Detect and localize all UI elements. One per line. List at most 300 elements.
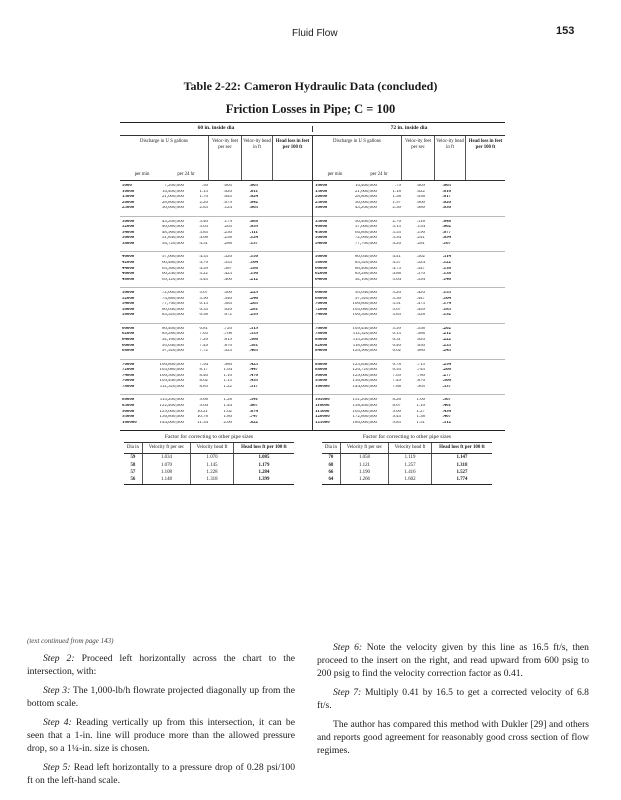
page-number: 153 xyxy=(556,25,575,37)
cell-gpm: 35000 xyxy=(315,219,328,224)
factor-cell: 1.070 xyxy=(142,461,190,468)
factor-cell: 1.318 xyxy=(191,476,234,483)
cell-velocity: 7.94 xyxy=(199,362,208,367)
cell-gal-per-day: 118,080,000 xyxy=(352,343,377,348)
cell-velocity: 4.57 xyxy=(392,261,401,266)
body-right-column xyxy=(317,641,589,763)
cell-head-loss: .094 xyxy=(442,236,451,241)
row-group xyxy=(313,324,505,360)
cell-velocity: 1.70 xyxy=(199,195,208,200)
cell-head-loss: .155 xyxy=(442,291,451,296)
table-row xyxy=(120,421,312,427)
cell-head-loss: .026 xyxy=(442,200,451,205)
row-group xyxy=(120,181,312,217)
cell-velocity: 6.35 xyxy=(199,307,208,312)
cell-velocity: .79 xyxy=(394,184,401,188)
cell-velocity-head: .819 xyxy=(223,338,232,343)
factor-cell: 57 xyxy=(130,470,136,475)
cell-velocity: 9.06 xyxy=(392,409,401,414)
cell-gpm: 90000 xyxy=(122,409,135,414)
cell-velocity-head: .196 xyxy=(416,230,425,235)
cell-velocity: 5.83 xyxy=(392,313,401,318)
factor-cell: 1.399 xyxy=(233,476,294,483)
factor-velocity-head-header: Velocity head ft xyxy=(191,443,234,453)
cell-gpm: 95000 xyxy=(315,379,328,384)
cell-velocity-head: .005 xyxy=(223,184,232,188)
cell-velocity: 6.78 xyxy=(392,362,401,367)
cell-velocity-head: 1.04 xyxy=(223,368,232,373)
cell-head-loss: .299 xyxy=(249,313,258,318)
cell-head-loss: .062 xyxy=(442,225,451,230)
cell-velocity: 6.46 xyxy=(392,343,401,348)
cell-velocity-head: 1.06 xyxy=(416,398,425,403)
cell-head-loss: .146 xyxy=(442,277,451,282)
cell-head-loss: .010 xyxy=(442,189,451,194)
cell-head-loss: .306 xyxy=(442,379,451,384)
cell-head-loss: .517 xyxy=(249,384,258,389)
cell-gpm: 66000 xyxy=(315,291,328,296)
cell-velocity: 5.90 xyxy=(199,296,208,301)
table-row xyxy=(313,242,505,248)
cell-gpm: 120000 xyxy=(315,415,330,420)
cell-gpm: 40000 xyxy=(315,225,328,230)
cell-velocity-head: .420 xyxy=(416,291,425,296)
cell-head-loss: .048 xyxy=(442,219,451,224)
cell-head-loss: .339 xyxy=(249,332,258,337)
pipe-size-header xyxy=(120,123,505,136)
cell-velocity-head: .118 xyxy=(416,219,425,224)
row-group xyxy=(120,217,312,253)
cell-velocity: 3.85 xyxy=(199,230,208,235)
cell-velocity-head: .715 xyxy=(416,362,425,367)
factor-title: Factor for correcting to other pipe sizes xyxy=(322,430,492,443)
cell-head-loss: .005 xyxy=(442,184,451,188)
cell-velocity: 5.67 xyxy=(199,291,208,296)
cell-gpm: 20000 xyxy=(315,195,328,200)
cell-velocity: 8.40 xyxy=(199,373,208,378)
factor-cell: 66 xyxy=(328,470,334,475)
cell-gal-per-day: 36,000,000 xyxy=(354,200,377,205)
factor-cell: 1.318 xyxy=(431,461,492,468)
cell-head-loss: .541 xyxy=(249,398,258,403)
cell-gpm: 78000 xyxy=(315,332,328,337)
cell-gpm: 80000 xyxy=(122,398,135,403)
cell-gal-per-day: 72,000,000 xyxy=(354,236,377,241)
velocity-header: Veloc-ity feet per sec xyxy=(209,136,242,180)
cell-velocity-head: .583 xyxy=(223,302,232,307)
per-min-header: per min xyxy=(134,172,150,178)
cell-velocity: 8.17 xyxy=(199,368,208,373)
cell-velocity-head: .060 xyxy=(416,200,425,205)
cell-gal-per-day: 43,200,000 xyxy=(354,206,377,211)
factor-row xyxy=(124,461,294,468)
cell-gal-per-day: 122,400,000 xyxy=(159,403,184,408)
cell-velocity: 3.63 xyxy=(199,225,208,230)
cell-gal-per-day: 129,600,000 xyxy=(159,409,184,414)
cell-velocity: 4.31 xyxy=(199,241,208,246)
cell-gpm: 40000 xyxy=(122,255,135,260)
cell-velocity-head: 1.51 xyxy=(416,420,425,425)
cell-gpm: 36000 xyxy=(122,236,135,241)
cell-gal-per-day: 136,800,000 xyxy=(352,379,377,384)
cell-velocity: 5.51 xyxy=(392,302,401,307)
per-24hr-header: per 24 hr xyxy=(370,172,388,178)
cell-gpm: 105000 xyxy=(315,398,330,403)
row-group xyxy=(120,395,312,430)
cell-velocity-head: 1.28 xyxy=(223,398,232,403)
table-row xyxy=(313,206,505,212)
factor-row xyxy=(124,454,294,462)
cell-velocity-head: .086 xyxy=(416,206,425,211)
continued-note: (text continued from page 143) xyxy=(27,637,114,645)
table-row xyxy=(313,421,505,427)
cell-gpm: 54000 xyxy=(315,241,328,246)
cell-gpm: 100000 xyxy=(122,420,137,425)
cell-velocity-head: .460 xyxy=(223,277,232,282)
cell-velocity-head: .038 xyxy=(416,195,425,200)
cell-gal-per-day: 172,800,000 xyxy=(352,415,377,420)
cell-velocity-head: .558 xyxy=(416,326,425,331)
cell-head-loss: .042 xyxy=(249,200,258,205)
cell-gal-per-day: 86,400,000 xyxy=(161,326,184,331)
cell-velocity: 9.08 xyxy=(199,398,208,403)
factor-cell: 1.119 xyxy=(389,454,432,462)
cell-velocity-head: .768 xyxy=(223,332,232,337)
cell-velocity-head: .870 xyxy=(223,343,232,348)
cell-velocity: 5.36 xyxy=(392,296,401,301)
cell-velocity: 8.67 xyxy=(392,403,401,408)
cell-gal-per-day: 144,000,000 xyxy=(159,420,184,425)
cell-velocity-head: .965 xyxy=(416,384,425,389)
velocity-header: Veloc-ity feet per sec xyxy=(402,136,435,180)
velocity-head-header: Veloc-ity head in ft xyxy=(435,136,466,180)
cell-head-loss: .124 xyxy=(249,236,258,241)
cell-gal-per-day: 112,320,000 xyxy=(352,332,377,337)
cell-head-loss: .107 xyxy=(442,241,451,246)
cell-velocity: 3.15 xyxy=(392,225,401,230)
column-headers xyxy=(120,136,505,181)
cell-velocity-head: .281 xyxy=(416,241,425,246)
cell-head-loss: .674 xyxy=(249,409,258,414)
paragraph xyxy=(27,684,295,710)
cell-head-loss: .122 xyxy=(442,261,451,266)
cell-velocity: 8.28 xyxy=(392,398,401,403)
cell-gal-per-day: 51,840,000 xyxy=(161,236,184,241)
cell-velocity: 7.49 xyxy=(199,343,208,348)
cell-head-loss: .266 xyxy=(442,368,451,373)
factor-velocity-header: Velocity ft per sec xyxy=(340,443,388,453)
paragraph-text: Read left horizontally to a pressure drop of 0.28 psi/100 ft on the left-hand scale. xyxy=(27,762,295,786)
cell-gal-per-day: 54,720,000 xyxy=(161,241,184,246)
cell-velocity-head: 1.27 xyxy=(416,409,425,414)
cell-gal-per-day: 36,000,000 xyxy=(161,206,184,211)
paragraph xyxy=(317,686,589,712)
cell-gpm: 100000 xyxy=(315,384,330,389)
step-label: Step 3: xyxy=(43,685,71,696)
cell-velocity: 6.15 xyxy=(392,332,401,337)
cell-gal-per-day: 77,760,000 xyxy=(354,241,377,246)
cell-velocity-head: 2.00 xyxy=(223,420,232,425)
cell-gpm: 15000 xyxy=(315,189,328,194)
cell-gal-per-day: 129,600,000 xyxy=(352,373,377,378)
table-row xyxy=(313,278,505,284)
cell-gpm: 74000 xyxy=(315,313,328,318)
cell-head-loss: .196 xyxy=(249,272,258,277)
cell-head-loss: .512 xyxy=(442,420,451,425)
cell-gal-per-day: 106,560,000 xyxy=(159,373,184,378)
factor-row xyxy=(124,476,294,483)
cell-head-loss: .360 xyxy=(249,338,258,343)
cell-velocity-head: .179 xyxy=(223,219,232,224)
cell-head-loss: .403 xyxy=(249,349,258,354)
cell-velocity: 5.04 xyxy=(392,277,401,282)
cell-gpm: 25000 xyxy=(315,200,328,205)
cell-head-loss: .063 xyxy=(249,206,258,211)
cell-velocity-head: .680 xyxy=(416,349,425,354)
cell-head-loss: .183 xyxy=(442,307,451,312)
cell-gal-per-day: 69,120,000 xyxy=(161,277,184,282)
cell-gal-per-day: 103,680,000 xyxy=(352,307,377,312)
cell-velocity: 4.99 xyxy=(199,266,208,271)
cell-head-loss: .212 xyxy=(249,277,258,282)
cell-gpm: 60000 xyxy=(122,326,135,331)
cell-gpm: 88000 xyxy=(315,368,328,373)
cell-velocity-head: .447 xyxy=(416,296,425,301)
row-group xyxy=(120,324,312,360)
table-title: Table 2-22: Cameron Hydraulic Data (concluded) xyxy=(183,79,438,93)
cell-velocity: 4.88 xyxy=(392,272,401,277)
factor-cell: 1.774 xyxy=(431,476,492,483)
cell-velocity-head: 1.80 xyxy=(223,415,232,420)
cell-gal-per-day: 28,800,000 xyxy=(354,195,377,200)
row-group xyxy=(120,252,312,288)
factor-cell: 68 xyxy=(328,462,334,468)
cell-velocity-head: .020 xyxy=(223,189,232,194)
cell-gal-per-day: 136,800,000 xyxy=(159,415,184,420)
cell-gpm: 110000 xyxy=(315,403,330,408)
cell-velocity-head: .079 xyxy=(223,200,232,205)
cell-velocity: 1.13 xyxy=(199,189,208,194)
factor-cell: 1.190 xyxy=(340,469,388,476)
cell-velocity: 3.55 xyxy=(392,230,401,235)
cell-gpm: 72000 xyxy=(122,368,135,373)
cell-velocity-head: .870 xyxy=(416,379,425,384)
paragraph xyxy=(27,652,295,678)
cell-velocity: 9.64 xyxy=(199,403,208,408)
cell-gal-per-day: 21,600,000 xyxy=(354,189,377,194)
table-row xyxy=(313,313,505,319)
cell-head-loss: .099 xyxy=(249,225,258,230)
factor-title: Factor for correcting to other pipe sizes xyxy=(124,430,294,443)
discharge-header: Discharge in U S gallons xyxy=(333,139,381,144)
factor-cell: 1.266 xyxy=(340,476,388,483)
cell-velocity-head: .324 xyxy=(416,261,425,266)
cell-gpm: 58000 xyxy=(315,261,328,266)
cell-gal-per-day: 83,520,000 xyxy=(354,261,377,266)
cell-head-loss: .111 xyxy=(249,230,258,235)
cell-gpm: 54000 xyxy=(122,302,135,307)
cell-head-loss: .246 xyxy=(249,296,258,301)
cell-head-loss: .088 xyxy=(249,219,258,224)
cell-gal-per-day: 89,280,000 xyxy=(161,332,184,337)
velocity-head-header: Veloc-ity head in ft xyxy=(242,136,273,180)
row-group xyxy=(313,395,505,430)
cell-gal-per-day: 63,360,000 xyxy=(161,266,184,271)
cell-head-loss: .202 xyxy=(442,326,451,331)
factor-cell: 1.602 xyxy=(389,476,432,483)
cell-velocity: 3.94 xyxy=(392,236,401,241)
cell-gpm: 42000 xyxy=(122,261,135,266)
cell-velocity: 6.13 xyxy=(199,302,208,307)
paragraph xyxy=(317,641,589,680)
cell-gal-per-day: 109,440,000 xyxy=(352,326,377,331)
cell-gal-per-day: 43,200,000 xyxy=(161,219,184,224)
cell-gpm: 56000 xyxy=(315,255,328,260)
cell-velocity-head: .320 xyxy=(223,255,232,260)
cell-velocity: 4.08 xyxy=(199,236,208,241)
cell-head-loss: .174 xyxy=(442,302,451,307)
factor-cell: 1.058 xyxy=(340,454,388,462)
cell-velocity: 6.62 xyxy=(392,349,401,354)
cell-head-loss: .180 xyxy=(249,266,258,271)
cell-gal-per-day: 120,960,000 xyxy=(352,349,377,354)
cell-gpm: 10000 xyxy=(122,189,135,194)
row-group xyxy=(120,360,312,396)
cell-head-loss: .233 xyxy=(442,343,451,348)
cell-velocity-head: .499 xyxy=(416,307,425,312)
cell-gal-per-day: 109,440,000 xyxy=(159,379,184,384)
cell-velocity-head: .124 xyxy=(223,206,232,211)
cell-velocity-head: .387 xyxy=(223,266,232,271)
cell-head-loss: .243 xyxy=(442,349,451,354)
cell-gal-per-day: 144,000,000 xyxy=(352,384,377,389)
cell-head-loss: .024 xyxy=(249,195,258,200)
cell-gpm: 56000 xyxy=(122,307,135,312)
cell-velocity: 4.41 xyxy=(392,255,401,260)
cell-velocity: 11.34 xyxy=(197,420,208,425)
step-label: Step 2: xyxy=(43,653,75,664)
cell-velocity: 7.49 xyxy=(392,379,401,384)
cell-gal-per-day: 57,600,000 xyxy=(161,255,184,260)
cell-head-loss: .607 xyxy=(249,403,258,408)
row-group xyxy=(313,181,505,217)
cell-gpm: 25000 xyxy=(122,206,135,211)
cell-velocity-head: .022 xyxy=(416,189,425,194)
cell-velocity: 5.99 xyxy=(392,326,401,331)
cell-velocity-head: .720 xyxy=(223,326,232,331)
cell-head-loss: .434 xyxy=(442,409,451,414)
discharge-header: Discharge in U S gallons xyxy=(140,139,188,144)
cell-velocity: 2.83 xyxy=(199,206,208,211)
left-factor-table xyxy=(124,430,294,485)
cell-gal-per-day: 97,920,000 xyxy=(161,349,184,354)
factor-cell: 1.148 xyxy=(142,476,190,483)
paragraph-text: Proceed left horizontally across the chart to the intersection, with: xyxy=(27,653,295,677)
cell-gal-per-day: 74,880,000 xyxy=(161,296,184,301)
cell-velocity-head: .650 xyxy=(416,343,425,348)
cell-velocity: 7.03 xyxy=(199,332,208,337)
cell-head-loss: .164 xyxy=(249,261,258,266)
cell-velocity-head: 1.15 xyxy=(223,379,232,384)
cell-gal-per-day: 180,000,000 xyxy=(352,420,377,425)
factor-cell: 1.108 xyxy=(142,469,190,476)
factor-cell: 1.284 xyxy=(233,469,294,476)
factor-cell: 1.034 xyxy=(142,454,190,462)
cell-head-loss: .192 xyxy=(442,313,451,318)
cell-gal-per-day: 89,280,000 xyxy=(354,272,377,277)
cell-head-loss: .254 xyxy=(442,362,451,367)
cell-gpm: 64000 xyxy=(122,338,135,343)
cell-velocity-head: .626 xyxy=(223,307,232,312)
cell-gal-per-day: 165,600,000 xyxy=(352,409,377,414)
cell-velocity-head: .473 xyxy=(416,302,425,307)
factor-cell: 58 xyxy=(130,462,136,468)
cell-gpm: 5000 xyxy=(122,184,132,188)
cell-velocity-head: .353 xyxy=(223,261,232,266)
factor-cell: 1.085 xyxy=(233,454,294,462)
cell-gpm: 10000 xyxy=(315,184,328,188)
cell-gpm: 84000 xyxy=(315,349,328,354)
cell-gpm: 80000 xyxy=(315,338,328,343)
cell-velocity: 1.97 xyxy=(392,200,401,205)
table-row xyxy=(313,349,505,355)
cell-gal-per-day: 97,920,000 xyxy=(354,296,377,301)
cell-gal-per-day: 50,400,000 xyxy=(354,219,377,224)
cell-velocity-head: .394 xyxy=(416,277,425,282)
cell-head-loss: .470 xyxy=(249,373,258,378)
cell-gal-per-day: 115,200,000 xyxy=(352,338,377,343)
cell-gpm: 38000 xyxy=(122,241,135,246)
cell-velocity: 5.20 xyxy=(392,291,401,296)
cell-gal-per-day: 92,160,000 xyxy=(161,338,184,343)
cell-velocity: 7.72 xyxy=(199,349,208,354)
cell-gal-per-day: 95,040,000 xyxy=(354,291,377,296)
cell-gpm: 30000 xyxy=(315,206,328,211)
cell-velocity: 6.58 xyxy=(199,313,208,318)
table-row xyxy=(120,242,312,248)
cell-gpm: 72000 xyxy=(315,307,328,312)
cell-velocity-head: .745 xyxy=(416,368,425,373)
cell-velocity: 4.26 xyxy=(392,241,401,246)
cell-velocity-head: .154 xyxy=(416,225,425,230)
cell-velocity-head: .302 xyxy=(416,255,425,260)
factor-velocity-head-header: Velocity head ft xyxy=(389,443,432,453)
friction-loss-table xyxy=(120,122,505,431)
cell-gal-per-day: 14,400,000 xyxy=(354,184,377,188)
cell-head-loss: .381 xyxy=(249,343,258,348)
cell-gpm: 52000 xyxy=(122,296,135,301)
cell-velocity: 7.26 xyxy=(199,338,208,343)
factor-cell: 64 xyxy=(328,477,334,483)
cell-gal-per-day: 60,480,000 xyxy=(161,261,184,266)
cell-velocity-head: .528 xyxy=(416,313,425,318)
cell-head-loss: .263 xyxy=(249,302,258,307)
cell-gpm: 76000 xyxy=(122,379,135,384)
cell-gal-per-day: 115,200,000 xyxy=(159,398,184,403)
row-group xyxy=(313,360,505,396)
cell-gpm: 95000 xyxy=(122,415,135,420)
cell-velocity: 6.81 xyxy=(199,326,208,331)
head-loss-header: Head loss in feet per 100 ft xyxy=(275,139,310,150)
cell-gpm: 86000 xyxy=(315,362,328,367)
cell-gpm: 32000 xyxy=(122,225,135,230)
cell-head-loss: .281 xyxy=(249,307,258,312)
cell-gal-per-day: 66,240,000 xyxy=(161,272,184,277)
cell-head-loss: .212 xyxy=(442,332,451,337)
cell-gal-per-day: 123,840,000 xyxy=(352,362,377,367)
table-subtitle: Friction Losses in Pipe; C = 100 xyxy=(225,102,396,116)
cell-gpm: 20000 xyxy=(122,200,135,205)
